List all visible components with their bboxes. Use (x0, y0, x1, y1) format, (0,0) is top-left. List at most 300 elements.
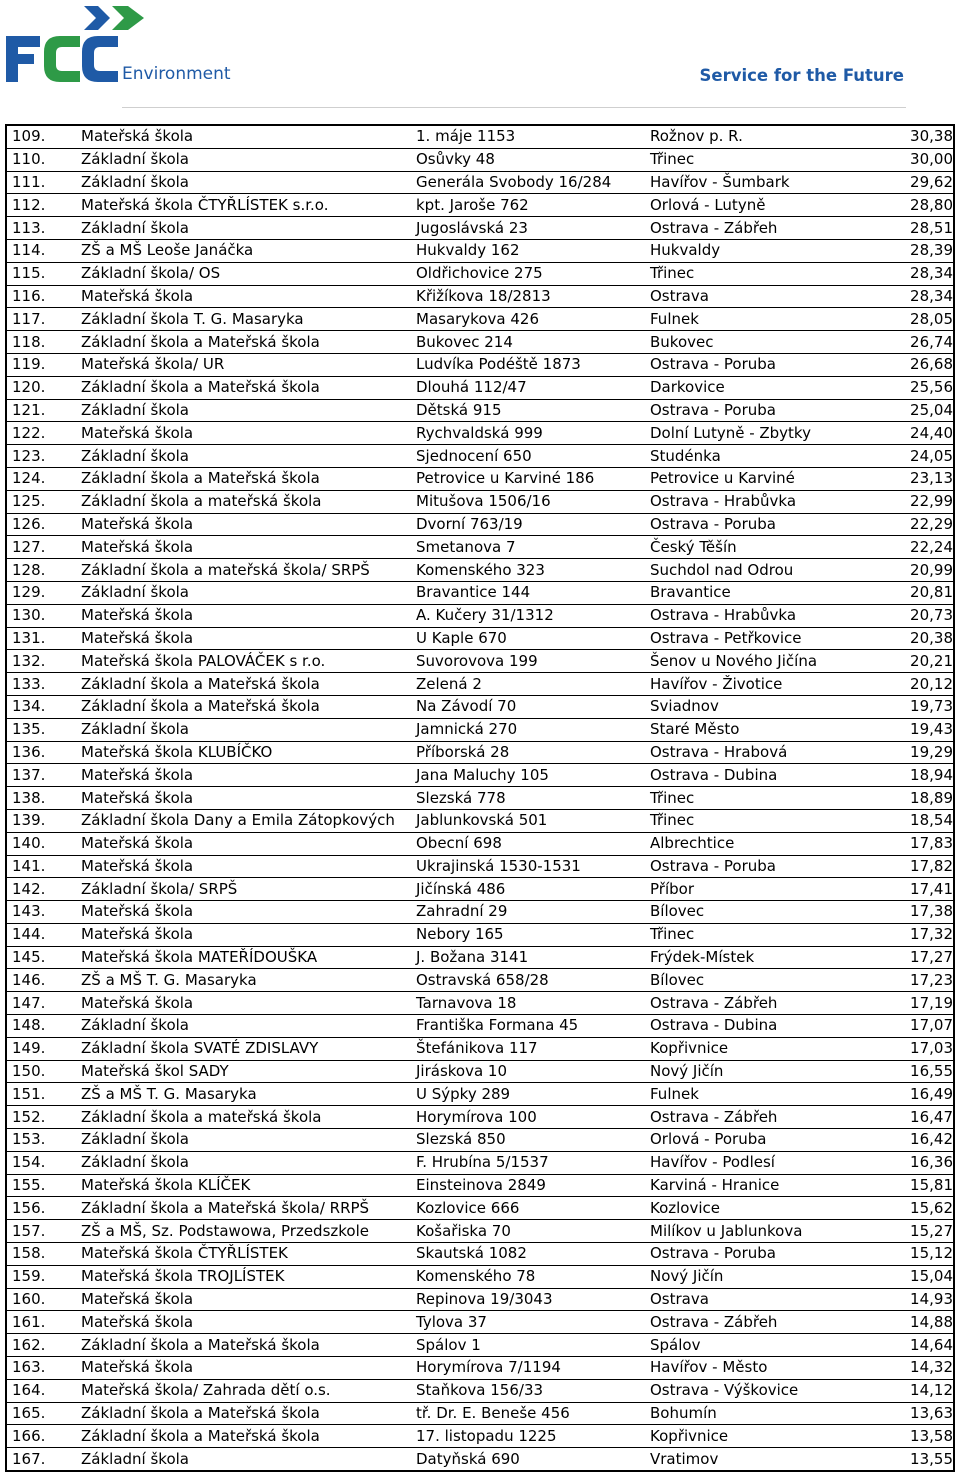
score-cell: 30,00 (896, 148, 954, 171)
row-number-cell: 135. (6, 718, 76, 741)
row-number-cell: 139. (6, 809, 76, 832)
address-cell: Einsteinova 2849 (411, 1174, 645, 1197)
school-name-cell: Mateřská škola ČTYŘLÍSTEK (76, 1243, 411, 1266)
school-name-cell: Mateřská škola TROJLÍSTEK (76, 1265, 411, 1288)
score-cell: 17,03 (896, 1037, 954, 1060)
table-row (6, 1288, 954, 1311)
row-number-cell: 145. (6, 946, 76, 969)
row-number-cell: 117. (6, 308, 76, 331)
table-row (6, 1334, 954, 1357)
score-cell: 14,12 (896, 1379, 954, 1402)
address-cell: Zahradní 29 (411, 901, 645, 924)
city-cell: Hukvaldy (645, 239, 896, 262)
table-row (6, 1243, 954, 1266)
table-row (6, 262, 954, 285)
table-row (6, 627, 954, 650)
table-row (6, 673, 954, 696)
school-name-cell: Základní škola a Mateřská škola (76, 331, 411, 354)
school-name-cell: Mateřská škola (76, 422, 411, 445)
city-cell: Ostrava - Výškovice (645, 1379, 896, 1402)
city-cell: Ostrava - Hrabůvka (645, 490, 896, 513)
score-cell: 26,74 (896, 331, 954, 354)
table-row (6, 832, 954, 855)
row-number-cell: 121. (6, 399, 76, 422)
table-row (6, 1106, 954, 1129)
school-name-cell: Základní škola (76, 1015, 411, 1038)
address-cell: Horymírova 100 (411, 1106, 645, 1129)
table-row (6, 787, 954, 810)
address-cell: Spálov 1 (411, 1334, 645, 1357)
table-row (6, 239, 954, 262)
city-cell: Ostrava (645, 285, 896, 308)
table-row (6, 695, 954, 718)
school-name-cell: ZŠ a MŠ T. G. Masaryka (76, 969, 411, 992)
row-number-cell: 143. (6, 901, 76, 924)
address-cell: Zelená 2 (411, 673, 645, 696)
row-number-cell: 140. (6, 832, 76, 855)
row-number-cell: 133. (6, 673, 76, 696)
address-cell: Bukovec 214 (411, 331, 645, 354)
table-row (6, 125, 954, 148)
address-cell: U Sýpky 289 (411, 1083, 645, 1106)
table-row (6, 308, 954, 331)
score-cell: 13,58 (896, 1425, 954, 1448)
row-number-cell: 131. (6, 627, 76, 650)
row-number-cell: 144. (6, 923, 76, 946)
school-name-cell: Mateřská škola (76, 1288, 411, 1311)
score-cell: 18,89 (896, 787, 954, 810)
row-number-cell: 152. (6, 1106, 76, 1129)
address-cell: Košařiska 70 (411, 1220, 645, 1243)
school-name-cell: Základní škola a mateřská škola (76, 1106, 411, 1129)
school-name-cell: Základní škola (76, 445, 411, 468)
school-name-cell: Mateřská škola MATEŘÍDOUŠKA (76, 946, 411, 969)
school-name-cell: Mateřská škola PALOVÁČEK s r.o. (76, 650, 411, 673)
school-name-cell: Základní škola T. G. Masaryka (76, 308, 411, 331)
row-number-cell: 120. (6, 376, 76, 399)
table-row (6, 1174, 954, 1197)
city-cell: Ostrava - Zábřeh (645, 217, 896, 240)
table-row (6, 741, 954, 764)
address-cell: Františka Formana 45 (411, 1015, 645, 1038)
row-number-cell: 157. (6, 1220, 76, 1243)
address-cell: Slezská 778 (411, 787, 645, 810)
city-cell: Ostrava - Dubina (645, 764, 896, 787)
city-cell: Petrovice u Karviné (645, 467, 896, 490)
row-number-cell: 146. (6, 969, 76, 992)
table-row (6, 559, 954, 582)
table-row (6, 718, 954, 741)
address-cell: Jablunkovská 501 (411, 809, 645, 832)
score-cell: 18,54 (896, 809, 954, 832)
score-cell: 15,04 (896, 1265, 954, 1288)
city-cell: Ostrava - Poruba (645, 1243, 896, 1266)
row-number-cell: 119. (6, 353, 76, 376)
score-cell: 23,13 (896, 467, 954, 490)
table-row (6, 1425, 954, 1448)
table-row (6, 422, 954, 445)
score-cell: 17,82 (896, 855, 954, 878)
school-name-cell: Základní škola a Mateřská škola/ RRPŠ (76, 1197, 411, 1220)
score-cell: 28,80 (896, 194, 954, 217)
school-name-cell: Mateřská škola (76, 832, 411, 855)
table-row (6, 1379, 954, 1402)
row-number-cell: 162. (6, 1334, 76, 1357)
school-name-cell: Mateřská škola/ Zahrada dětí o.s. (76, 1379, 411, 1402)
row-number-cell: 127. (6, 536, 76, 559)
city-cell: Havířov - Šumbark (645, 171, 896, 194)
score-cell: 25,56 (896, 376, 954, 399)
school-name-cell: Základní škola a Mateřská škola (76, 467, 411, 490)
score-cell: 19,73 (896, 695, 954, 718)
address-cell: Masarykova 426 (411, 308, 645, 331)
row-number-cell: 165. (6, 1402, 76, 1425)
city-cell: Ostrava - Zábřeh (645, 1311, 896, 1334)
row-number-cell: 166. (6, 1425, 76, 1448)
city-cell: Havířov - Podlesí (645, 1151, 896, 1174)
row-number-cell: 114. (6, 239, 76, 262)
row-number-cell: 142. (6, 878, 76, 901)
school-name-cell: Mateřská škola/ UR (76, 353, 411, 376)
address-cell: F. Hrubína 5/1537 (411, 1151, 645, 1174)
score-cell: 28,39 (896, 239, 954, 262)
row-number-cell: 151. (6, 1083, 76, 1106)
address-cell: Jiráskova 10 (411, 1060, 645, 1083)
address-cell: Bravantice 144 (411, 581, 645, 604)
score-cell: 14,88 (896, 1311, 954, 1334)
address-cell: Jugoslávská 23 (411, 217, 645, 240)
score-cell: 16,36 (896, 1151, 954, 1174)
city-cell: Havířov - Životice (645, 673, 896, 696)
school-name-cell: Základní škola a Mateřská škola (76, 1402, 411, 1425)
address-cell: J. Božana 3141 (411, 946, 645, 969)
city-cell: Ostrava - Zábřeh (645, 1106, 896, 1129)
school-name-cell: Mateřská škola (76, 992, 411, 1015)
row-number-cell: 147. (6, 992, 76, 1015)
address-cell: Jana Maluchy 105 (411, 764, 645, 787)
city-cell: Ostrava - Petřkovice (645, 627, 896, 650)
address-cell: Datyňská 690 (411, 1448, 645, 1471)
score-cell: 20,81 (896, 581, 954, 604)
score-cell: 17,32 (896, 923, 954, 946)
address-cell: Křižíkova 18/2813 (411, 285, 645, 308)
table-body (6, 125, 954, 1471)
school-name-cell: Základní škola a Mateřská škola (76, 376, 411, 399)
address-cell: Příborská 28 (411, 741, 645, 764)
table-row (6, 1357, 954, 1380)
school-name-cell: Základní škola (76, 217, 411, 240)
table-row (6, 923, 954, 946)
row-number-cell: 159. (6, 1265, 76, 1288)
table-row (6, 490, 954, 513)
table-row (6, 1060, 954, 1083)
city-cell: Příbor (645, 878, 896, 901)
address-cell: Dětská 915 (411, 399, 645, 422)
school-name-cell: Mateřská škola (76, 604, 411, 627)
table-row (6, 1402, 954, 1425)
score-cell: 20,38 (896, 627, 954, 650)
school-name-cell: Základní škola (76, 399, 411, 422)
school-name-cell: Mateřská škola (76, 536, 411, 559)
city-cell: Ostrava - Poruba (645, 353, 896, 376)
table-row (6, 946, 954, 969)
score-cell: 14,93 (896, 1288, 954, 1311)
address-cell: Staňkova 156/33 (411, 1379, 645, 1402)
table-row (6, 399, 954, 422)
address-cell: Nebory 165 (411, 923, 645, 946)
score-cell: 29,62 (896, 171, 954, 194)
address-cell: Petrovice u Karviné 186 (411, 467, 645, 490)
score-cell: 24,05 (896, 445, 954, 468)
city-cell: Ostrava - Poruba (645, 399, 896, 422)
table-row (6, 536, 954, 559)
school-name-cell: ZŠ a MŠ, Sz. Podstawowa, Przedszkole (76, 1220, 411, 1243)
table-row (6, 513, 954, 536)
address-cell: Jamnická 270 (411, 718, 645, 741)
school-name-cell: Základní škola (76, 581, 411, 604)
table-row (6, 148, 954, 171)
row-number-cell: 123. (6, 445, 76, 468)
school-name-cell: Mateřská škola (76, 923, 411, 946)
row-number-cell: 160. (6, 1288, 76, 1311)
address-cell: 1. máje 1153 (411, 125, 645, 148)
score-cell: 16,47 (896, 1106, 954, 1129)
table-row (6, 445, 954, 468)
address-cell: Ukrajinská 1530-1531 (411, 855, 645, 878)
table-row (6, 809, 954, 832)
address-cell: A. Kučery 31/1312 (411, 604, 645, 627)
score-cell: 16,49 (896, 1083, 954, 1106)
score-cell: 17,83 (896, 832, 954, 855)
city-cell: Bukovec (645, 331, 896, 354)
address-cell: Hukvaldy 162 (411, 239, 645, 262)
table-row (6, 650, 954, 673)
address-cell: Štefánikova 117 (411, 1037, 645, 1060)
row-number-cell: 163. (6, 1357, 76, 1380)
city-cell: Nový Jičín (645, 1060, 896, 1083)
address-cell: Komenského 78 (411, 1265, 645, 1288)
table-row (6, 855, 954, 878)
score-cell: 24,40 (896, 422, 954, 445)
school-name-cell: Mateřská škola (76, 285, 411, 308)
address-cell: Jičínská 486 (411, 878, 645, 901)
school-name-cell: Základní škola (76, 718, 411, 741)
address-cell: tř. Dr. E. Beneše 456 (411, 1402, 645, 1425)
city-cell: Vratimov (645, 1448, 896, 1471)
address-cell: Generála Svobody 16/284 (411, 171, 645, 194)
school-name-cell: Mateřská škol SADY (76, 1060, 411, 1083)
school-name-cell: Mateřská škola (76, 764, 411, 787)
table-row (6, 581, 954, 604)
row-number-cell: 125. (6, 490, 76, 513)
city-cell: Kozlovice (645, 1197, 896, 1220)
row-number-cell: 116. (6, 285, 76, 308)
city-cell: Frýdek-Místek (645, 946, 896, 969)
address-cell: Mitušova 1506/16 (411, 490, 645, 513)
score-cell: 20,99 (896, 559, 954, 582)
row-number-cell: 136. (6, 741, 76, 764)
school-name-cell: Mateřská škola (76, 855, 411, 878)
city-cell: Sviadnov (645, 695, 896, 718)
row-number-cell: 122. (6, 422, 76, 445)
score-cell: 17,23 (896, 969, 954, 992)
row-number-cell: 154. (6, 1151, 76, 1174)
city-cell: Šenov u Nového Jičína (645, 650, 896, 673)
address-cell: Ostravská 658/28 (411, 969, 645, 992)
score-cell: 17,27 (896, 946, 954, 969)
address-cell: Dlouhá 112/47 (411, 376, 645, 399)
row-number-cell: 156. (6, 1197, 76, 1220)
school-name-cell: Základní škola a mateřská škola (76, 490, 411, 513)
table-row (6, 1083, 954, 1106)
school-name-cell: Základní škola (76, 1151, 411, 1174)
address-cell: Skautská 1082 (411, 1243, 645, 1266)
tagline: Service for the Future (699, 66, 904, 85)
row-number-cell: 161. (6, 1311, 76, 1334)
school-name-cell: Mateřská škola ČTYŘLÍSTEK s.r.o. (76, 194, 411, 217)
school-name-cell: ZŠ a MŠ T. G. Masaryka (76, 1083, 411, 1106)
city-cell: Bílovec (645, 969, 896, 992)
row-number-cell: 153. (6, 1129, 76, 1152)
city-cell: Suchdol nad Odrou (645, 559, 896, 582)
city-cell: Ostrava - Hrabůvka (645, 604, 896, 627)
row-number-cell: 129. (6, 581, 76, 604)
address-cell: Sjednocení 650 (411, 445, 645, 468)
city-cell: Ostrava - Zábřeh (645, 992, 896, 1015)
table-row (6, 1448, 954, 1471)
table-row (6, 901, 954, 924)
city-cell: Albrechtice (645, 832, 896, 855)
address-cell: Slezská 850 (411, 1129, 645, 1152)
table-row (6, 1015, 954, 1038)
table-row (6, 217, 954, 240)
row-number-cell: 126. (6, 513, 76, 536)
table-row (6, 353, 954, 376)
address-cell: Suvorovova 199 (411, 650, 645, 673)
table-row (6, 194, 954, 217)
school-name-cell: ZŠ a MŠ Leoše Janáčka (76, 239, 411, 262)
score-cell: 22,24 (896, 536, 954, 559)
city-cell: Fulnek (645, 308, 896, 331)
table-row (6, 467, 954, 490)
score-cell: 15,12 (896, 1243, 954, 1266)
city-cell: Fulnek (645, 1083, 896, 1106)
table-row (6, 1265, 954, 1288)
table-row (6, 992, 954, 1015)
row-number-cell: 110. (6, 148, 76, 171)
score-cell: 16,55 (896, 1060, 954, 1083)
school-name-cell: Základní škola/ OS (76, 262, 411, 285)
address-cell: Repinova 19/3043 (411, 1288, 645, 1311)
score-cell: 25,04 (896, 399, 954, 422)
row-number-cell: 141. (6, 855, 76, 878)
score-cell: 30,38 (896, 125, 954, 148)
score-cell: 20,21 (896, 650, 954, 673)
row-number-cell: 115. (6, 262, 76, 285)
row-number-cell: 137. (6, 764, 76, 787)
school-name-cell: Základní škola a Mateřská škola (76, 1425, 411, 1448)
city-cell: Kopřivnice (645, 1425, 896, 1448)
score-cell: 28,05 (896, 308, 954, 331)
school-name-cell: Základní škola (76, 148, 411, 171)
score-cell: 19,29 (896, 741, 954, 764)
table-row (6, 764, 954, 787)
score-cell: 17,07 (896, 1015, 954, 1038)
row-number-cell: 158. (6, 1243, 76, 1266)
address-cell: kpt. Jaroše 762 (411, 194, 645, 217)
city-cell: Třinec (645, 262, 896, 285)
school-name-cell: Základní škola (76, 1448, 411, 1471)
table-row (6, 376, 954, 399)
school-name-cell: Základní škola/ SRPŠ (76, 878, 411, 901)
city-cell: Ostrava - Poruba (645, 513, 896, 536)
header-divider (122, 107, 906, 108)
table-row (6, 604, 954, 627)
table-row (6, 1037, 954, 1060)
score-cell: 14,64 (896, 1334, 954, 1357)
city-cell: Třinec (645, 148, 896, 171)
score-cell: 15,62 (896, 1197, 954, 1220)
row-number-cell: 150. (6, 1060, 76, 1083)
page-header (0, 0, 960, 120)
row-number-cell: 167. (6, 1448, 76, 1471)
city-cell: Nový Jičín (645, 1265, 896, 1288)
city-cell: Spálov (645, 1334, 896, 1357)
school-name-cell: Základní škola a Mateřská škola (76, 1334, 411, 1357)
score-cell: 17,41 (896, 878, 954, 901)
school-name-cell: Mateřská škola (76, 901, 411, 924)
address-cell: Rychvaldská 999 (411, 422, 645, 445)
score-cell: 26,68 (896, 353, 954, 376)
city-cell: Český Těšín (645, 536, 896, 559)
address-cell: Dvorní 763/19 (411, 513, 645, 536)
address-cell: Tylova 37 (411, 1311, 645, 1334)
city-cell: Bohumín (645, 1402, 896, 1425)
table-row (6, 1129, 954, 1152)
school-name-cell: Základní škola SVATÉ ZDISLAVY (76, 1037, 411, 1060)
address-cell: Obecní 698 (411, 832, 645, 855)
school-name-cell: Mateřská škola (76, 787, 411, 810)
row-number-cell: 128. (6, 559, 76, 582)
school-name-cell: Mateřská škola KLÍČEK (76, 1174, 411, 1197)
score-cell: 17,19 (896, 992, 954, 1015)
school-name-cell: Základní škola a Mateřská škola (76, 695, 411, 718)
score-cell: 22,99 (896, 490, 954, 513)
city-cell: Třinec (645, 787, 896, 810)
row-number-cell: 149. (6, 1037, 76, 1060)
address-cell: Horymírova 7/1194 (411, 1357, 645, 1380)
schools-table (5, 124, 955, 1472)
table-row (6, 969, 954, 992)
city-cell: Bílovec (645, 901, 896, 924)
city-cell: Staré Město (645, 718, 896, 741)
table-row (6, 878, 954, 901)
city-cell: Orlová - Poruba (645, 1129, 896, 1152)
row-number-cell: 138. (6, 787, 76, 810)
school-name-cell: Základní škola Dany a Emila Zátopkových (76, 809, 411, 832)
score-cell: 15,81 (896, 1174, 954, 1197)
row-number-cell: 109. (6, 125, 76, 148)
city-cell: Karviná - Hranice (645, 1174, 896, 1197)
score-cell: 19,43 (896, 718, 954, 741)
table-row (6, 1311, 954, 1334)
table-row (6, 331, 954, 354)
address-cell: Osůvky 48 (411, 148, 645, 171)
score-cell: 20,73 (896, 604, 954, 627)
city-cell: Rožnov p. R. (645, 125, 896, 148)
table-row (6, 1220, 954, 1243)
row-number-cell: 111. (6, 171, 76, 194)
